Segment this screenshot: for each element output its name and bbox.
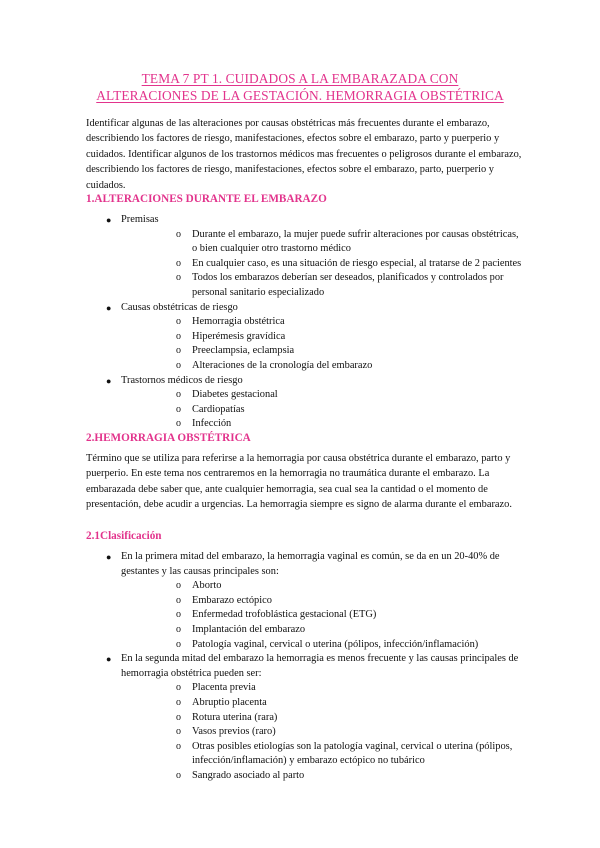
circle-bullet-icon: o — [176, 623, 181, 635]
sub-item-text: Abruptio placenta — [192, 696, 267, 708]
sub-item-text: Enfermedad trofoblástica gestacional (ETG) — [192, 609, 377, 621]
circle-bullet-icon: o — [176, 316, 181, 328]
circle-bullet-icon: o — [176, 228, 181, 240]
circle-bullet-icon: o — [176, 580, 181, 592]
list-item-label: Causas obstétricas de riesgo — [121, 301, 238, 313]
sub-item-text: Preeclampsia, eclampsia — [192, 345, 295, 357]
section-2-paragraph: Término que se utiliza para referirse a la hemorragia por causa obstétrica durante el embarazo, parto y puerperio. En este tema nos centraremos en la hemorragia no traumática durante el embarazo. La embarazada debe saber que, ante cualquier hemorragia, sea cual sea la cantidad o el momento de presentación, debe acudir a urgencias. La hemorragia siempre es signo de alarma durante el embarazo. — [86, 453, 512, 511]
sub-list-item — [121, 696, 526, 711]
list-item-label: Trastornos médicos de riesgo — [121, 374, 243, 386]
sub-item-text: Rotura uterina (rara) — [192, 711, 278, 723]
circle-bullet-icon: o — [176, 769, 181, 781]
sub-item-text: Infección — [192, 418, 232, 430]
sub-list-item — [121, 257, 526, 272]
bullet-icon: ● — [106, 552, 112, 562]
section-1-list — [86, 213, 526, 432]
circle-bullet-icon: o — [176, 359, 181, 371]
bullet-icon: ● — [106, 215, 112, 225]
sub-item-text: Sangrado asociado al parto — [192, 769, 305, 781]
document-title — [60, 70, 540, 104]
sub-list-item — [121, 769, 526, 784]
sub-list-item — [121, 417, 526, 432]
list-item — [86, 213, 526, 301]
sub-list-item — [121, 579, 526, 594]
circle-bullet-icon: o — [176, 389, 181, 401]
sub-item-text: Cardiopatías — [192, 403, 245, 415]
section-2-heading: 2.HEMORRAGIA OBSTÉTRICA — [86, 432, 251, 444]
circle-bullet-icon: o — [176, 418, 181, 430]
sub-list-item — [121, 638, 526, 653]
bullet-icon: ● — [106, 375, 112, 386]
sub-item-text: Hemorragia obstétrica — [192, 316, 285, 328]
sub-item-text: Implantación del embarazo — [192, 623, 306, 635]
circle-bullet-icon: o — [176, 257, 181, 269]
sub-item-text: Patología vaginal, cervical o uterina (pólipos, infección/inflamación) — [192, 638, 479, 650]
circle-bullet-icon: o — [176, 272, 181, 284]
sub-item-text: Todos los embarazos deberían ser deseados, planificados y controlados por personal sanitario especializado — [192, 272, 504, 298]
list-item-label: En la primera mitad del embarazo, la hemorragia vaginal es común, se da en un 20-40% de gestantes y las causas principales son: — [121, 551, 500, 577]
title-line-1: TEMA 7 PT 1. CUIDADOS A LA EMBARAZADA CON — [141, 71, 459, 86]
sub-list-item — [121, 403, 526, 418]
circle-bullet-icon: o — [176, 696, 181, 708]
sub-list-item — [121, 359, 526, 374]
circle-bullet-icon: o — [176, 594, 181, 606]
list-item — [86, 652, 526, 783]
intro-paragraph: Identificar algunas de las alteraciones por causas obstétricas más frecuentes durante el embarazo, describiendo los factores de riesgo, manifestaciones, efectos sobre el embarazo, parto y puerperio y cuidados. Identificar algunos de los trastornos médicos mas frecuentes o peligrosos durante el embarazo, describiendo los factores de riesgo, manifestaciones, efectos sobre el embarazo, parto, puerperio y cuidados. — [86, 118, 522, 191]
section-2-1-list — [86, 550, 526, 784]
section-2-1-heading: 2.1Clasificación — [86, 530, 162, 542]
sub-item-text: Placenta previa — [192, 682, 256, 694]
sub-list-item — [121, 388, 526, 403]
sub-item-text: Aborto — [192, 580, 222, 592]
circle-bullet-icon: o — [176, 345, 181, 357]
circle-bullet-icon: o — [176, 711, 181, 723]
sub-list-item — [121, 623, 526, 638]
sub-list-item — [121, 344, 526, 359]
bullet-icon: ● — [106, 654, 112, 665]
list-item — [86, 374, 526, 432]
circle-bullet-icon: o — [176, 330, 181, 342]
circle-bullet-icon: o — [176, 609, 181, 621]
sub-list-item — [121, 271, 526, 300]
sub-list-item — [121, 594, 526, 609]
sub-item-text: Durante el embarazo, la mujer puede sufrir alteraciones por causas obstétricas, o bien cualquier otro trastorno médico — [192, 228, 519, 255]
sub-list-item — [121, 681, 526, 696]
sub-list-item — [121, 711, 526, 726]
list-item — [86, 550, 526, 652]
section-1-heading: 1.ALTERACIONES DURANTE EL EMBARAZO — [86, 193, 327, 205]
sub-item-text: Hiperémesis gravídica — [192, 330, 286, 342]
sub-item-text: Embarazo ectópico — [192, 594, 272, 606]
list-item-label: En la segunda mitad del embarazo la hemorragia es menos frecuente y las causas principales de hemorragia obstétrica pueden ser: — [121, 653, 519, 679]
sub-item-text: Alteraciones de la cronología del embarazo — [192, 359, 373, 371]
circle-bullet-icon: o — [176, 403, 181, 415]
sub-list-item — [121, 740, 526, 769]
sub-item-text: Otras posibles etiologías son la patología vaginal, cervical o uterina (pólipos, infección/inflamación) y embarazo ectópico no tubárico — [192, 740, 513, 767]
title-line-2: ALTERACIONES DE LA GESTACIÓN. HEMORRAGIA OBSTÉTRICA — [96, 88, 504, 103]
list-item — [86, 301, 526, 374]
sub-item-text: Vasos previos (raro) — [192, 726, 276, 738]
sub-list-item — [121, 608, 526, 623]
sub-list-item — [121, 315, 526, 330]
sub-list-item — [121, 725, 526, 740]
circle-bullet-icon: o — [176, 682, 181, 694]
sub-item-text: Diabetes gestacional — [192, 389, 278, 401]
sub-item-text: En cualquier caso, es una situación de riesgo especial, al tratarse de 2 pacientes — [192, 257, 522, 269]
bullet-icon: ● — [106, 302, 112, 313]
sub-list-item — [121, 228, 526, 257]
circle-bullet-icon: o — [176, 726, 181, 738]
list-item-label: Premisas — [121, 214, 159, 225]
sub-list-item — [121, 330, 526, 345]
circle-bullet-icon: o — [176, 638, 181, 650]
circle-bullet-icon: o — [176, 740, 181, 752]
